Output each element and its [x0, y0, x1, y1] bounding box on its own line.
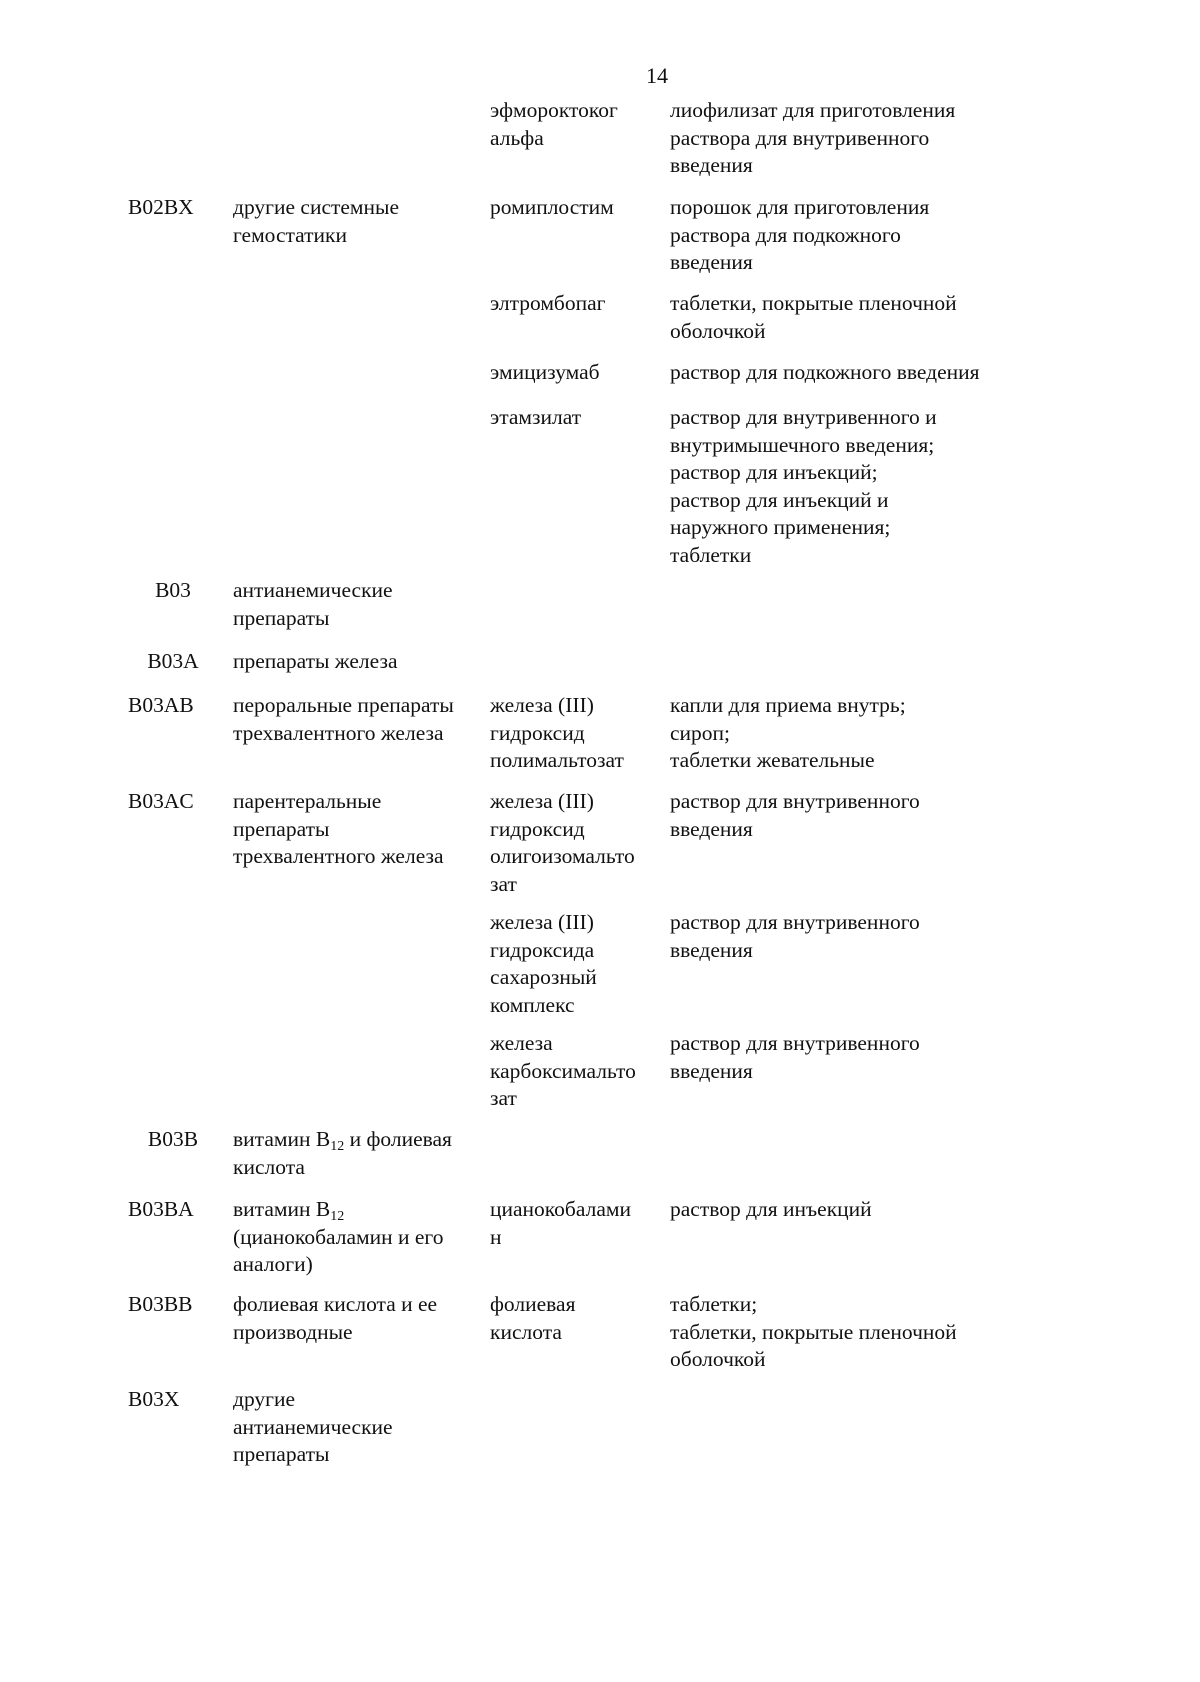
dosage-form-text: раствор для инъекций [670, 1197, 872, 1221]
group-name-text: другие системные [233, 195, 400, 219]
group-name-text: антианемические [233, 578, 393, 602]
drug-inn [490, 1196, 670, 1251]
dosage-form [670, 404, 1030, 569]
vitamin-subscript: 12 [330, 1209, 345, 1224]
group-name-text: другие [233, 1387, 296, 1411]
dosage-form-line [670, 1291, 1030, 1319]
dosage-form-line [670, 937, 1030, 965]
group-name-text: аналоги) [233, 1252, 313, 1276]
group-name [233, 194, 493, 249]
group-name-line [233, 1414, 493, 1442]
dosage-form-text: раствора для подкожного [670, 222, 901, 247]
dosage-form-line [670, 909, 1030, 937]
drug-inn [490, 788, 670, 898]
atc-code: B03BA [128, 1197, 194, 1221]
dosage-form-line [670, 542, 1030, 570]
dosage-form-text: таблетки, покрытые пленочной [670, 1319, 957, 1344]
dosage-form-line [670, 125, 1030, 153]
atc-code: B03AB [128, 693, 194, 717]
dosage-form-line [670, 692, 1030, 720]
dosage-form [670, 692, 1030, 775]
group-name-line [233, 816, 493, 844]
drug-inn-text: эмицизумаб [490, 360, 600, 384]
drug-inn-text: элтромбопаг [490, 291, 606, 315]
drug-inn-line [490, 747, 670, 775]
drug-inn-line [490, 871, 670, 899]
dosage-form-text: наружного применения; [670, 515, 891, 539]
group-name-line [233, 692, 493, 720]
dosage-form-line [670, 249, 1030, 277]
drug-inn-line [490, 816, 670, 844]
drug-inn-text: полимальтозат [490, 748, 624, 772]
group-name-line [233, 1291, 493, 1319]
group-name [233, 1291, 493, 1346]
drug-inn-text: н [490, 1224, 502, 1249]
atc-code: B02BX [128, 195, 194, 219]
group-name-text: витамин B [233, 1127, 331, 1151]
dosage-form-text: раствор для внутривенного и [670, 405, 937, 429]
drug-inn-line [490, 964, 670, 992]
drug-inn-line [490, 1319, 670, 1347]
dosage-form-text: введения [670, 153, 753, 177]
group-name-text: парентеральные [233, 789, 382, 813]
dosage-form-line [670, 816, 1030, 844]
group-name-line [233, 788, 493, 816]
dosage-form-line [670, 222, 1030, 250]
group-name [233, 788, 493, 871]
drug-inn-line [490, 909, 670, 937]
dosage-form-line [670, 194, 1030, 222]
drug-inn-line [490, 1058, 670, 1086]
group-name-line [233, 194, 493, 222]
drug-inn-text: железа (III) [490, 910, 594, 934]
atc-code: B03BB [128, 1292, 193, 1316]
drug-inn-line [490, 937, 670, 965]
dosage-form-text: раствор для внутривенного [670, 789, 920, 813]
group-name [233, 1196, 493, 1279]
group-name-line [233, 1126, 493, 1154]
dosage-form-text: раствор для подкожного введения [670, 360, 980, 384]
dosage-form-line [670, 1319, 1030, 1347]
dosage-form-line [670, 1196, 1030, 1224]
drug-inn-text: зат [490, 1086, 517, 1110]
drug-inn-line [490, 992, 670, 1020]
dosage-form-text: внутримышечного введения; [670, 432, 935, 457]
dosage-form-text: введения [670, 1058, 753, 1083]
dosage-form-line [670, 318, 1030, 346]
drug-inn [490, 909, 670, 1019]
dosage-form-line [670, 404, 1030, 432]
dosage-form-line [670, 432, 1030, 460]
drug-inn-line [490, 1291, 670, 1319]
drug-inn-line [490, 1085, 670, 1113]
dosage-form [670, 788, 1030, 843]
group-name-text: трехвалентного железа [233, 720, 444, 745]
group-name-line [233, 1319, 493, 1347]
atc-code: B03AC [128, 789, 194, 813]
dosage-form-text: раствор для инъекций; [670, 460, 878, 484]
dosage-form [670, 1196, 1030, 1224]
drug-inn-text: карбоксимальто [490, 1058, 636, 1083]
group-name-line [233, 720, 493, 748]
drug-inn-text: гидроксида [490, 937, 595, 962]
group-name-text: препараты [233, 605, 330, 630]
dosage-form-text: раствор для внутривенного [670, 910, 920, 934]
group-name-line [233, 605, 493, 633]
drug-inn-text: зат [490, 871, 517, 896]
dosage-form [670, 194, 1030, 277]
group-name-text: производные [233, 1319, 353, 1344]
group-name-line [233, 1386, 493, 1414]
drug-inn-text: этамзилат [490, 405, 582, 429]
dosage-form-text: таблетки, покрытые пленочной [670, 291, 957, 315]
dosage-form-text: раствор для внутривенного [670, 1031, 920, 1055]
dosage-form-text: введения [670, 937, 753, 962]
group-name-line [233, 843, 493, 871]
dosage-form-line [670, 359, 1030, 387]
dosage-form-line [670, 152, 1030, 180]
drug-inn-line [490, 359, 670, 387]
group-name [233, 1126, 493, 1181]
dosage-form-line [670, 1346, 1030, 1374]
dosage-form [670, 1030, 1030, 1085]
dosage-form-line [670, 97, 1030, 125]
drug-inn-line [490, 788, 670, 816]
drug-inn-line [490, 1196, 670, 1224]
drug-inn [490, 404, 670, 432]
drug-inn [490, 1030, 670, 1113]
drug-inn-line [490, 1030, 670, 1058]
drug-inn-text: комплекс [490, 992, 575, 1017]
dosage-form-text: лиофилизат для приготовления [670, 98, 956, 122]
group-name-text: гемостатики [233, 222, 348, 247]
dosage-form-text: оболочкой [670, 318, 766, 343]
group-name-line [233, 1441, 493, 1469]
drug-inn-text: эфмороктоког [490, 98, 618, 122]
drug-inn-text: гидроксид [490, 720, 585, 745]
dosage-form [670, 359, 1030, 387]
vitamin-subscript: 12 [330, 1139, 345, 1154]
drug-inn [490, 1291, 670, 1346]
group-name [233, 1386, 493, 1469]
group-name-text: трехвалентного железа [233, 844, 444, 868]
drug-inn-line [490, 97, 670, 125]
drug-inn-line [490, 404, 670, 432]
dosage-form-line [670, 290, 1030, 318]
group-name-text: фолиевая кислота и ее [233, 1292, 438, 1316]
drug-inn-text: кислота [490, 1319, 562, 1344]
group-name-line [233, 1251, 493, 1279]
dosage-form [670, 1291, 1030, 1374]
dosage-form-text: введения [670, 250, 753, 274]
drug-inn-line [490, 843, 670, 871]
dosage-form-line [670, 720, 1030, 748]
atc-code: B03B [147, 1127, 199, 1151]
atc-code: B03X [128, 1387, 180, 1411]
drug-inn-line [490, 720, 670, 748]
drug-inn-text: цианокобалами [490, 1197, 631, 1221]
drug-inn [490, 194, 670, 222]
group-name-text: препараты [233, 1442, 330, 1466]
group-name-text: антианемические [233, 1414, 393, 1439]
dosage-form-text: сироп; [670, 720, 731, 745]
group-name-line [233, 1154, 493, 1182]
group-name-suffix: и фолиевая [344, 1127, 452, 1151]
dosage-form-text: раствор для инъекций и [670, 487, 889, 512]
drug-inn-text: железа [490, 1031, 553, 1055]
dosage-form-line [670, 747, 1030, 775]
dosage-form-text: капли для приема внутрь; [670, 693, 906, 717]
drug-inn [490, 290, 670, 318]
drug-inn-text: фолиевая [490, 1292, 576, 1316]
group-name-text: кислота [233, 1154, 305, 1179]
dosage-form-text: порошок для приготовления [670, 195, 930, 219]
drug-inn-text: сахарозный [490, 965, 597, 989]
drug-inn-text: альфа [490, 125, 544, 150]
dosage-form-text: оболочкой [670, 1347, 766, 1371]
drug-inn [490, 692, 670, 775]
drug-inn-text: гидроксид [490, 816, 585, 841]
dosage-form-line [670, 788, 1030, 816]
dosage-form [670, 290, 1030, 345]
group-name [233, 648, 493, 676]
dosage-form-text: таблетки жевательные [670, 748, 875, 772]
dosage-form [670, 909, 1030, 964]
drug-inn-line [490, 125, 670, 153]
group-name-line [233, 577, 493, 605]
dosage-form-line [670, 459, 1030, 487]
group-name-line [233, 1196, 493, 1224]
drug-inn-text: железа (III) [490, 693, 594, 717]
group-name-line [233, 1224, 493, 1252]
group-name-line [233, 648, 493, 676]
drug-inn-text: железа (III) [490, 789, 594, 813]
atc-code: B03 [155, 578, 191, 602]
dosage-form-line [670, 514, 1030, 542]
dosage-form-text: введения [670, 816, 753, 841]
drug-inn-line [490, 194, 670, 222]
drug-inn-text: ромиплостим [490, 195, 614, 219]
drug-inn-line [490, 1224, 670, 1252]
group-name-text: пероральные препараты [233, 693, 454, 717]
atc-code: B03A [147, 649, 199, 673]
dosage-form-text: раствора для внутривенного [670, 125, 930, 150]
drug-inn-line [490, 290, 670, 318]
group-name-line [233, 222, 493, 250]
drug-inn [490, 359, 670, 387]
group-name-text: (цианокобаламин и его [233, 1224, 444, 1249]
dosage-form [670, 97, 1030, 180]
group-name [233, 692, 493, 747]
dosage-form-text: таблетки [670, 542, 752, 567]
group-name-text: витамин B [233, 1197, 331, 1221]
drug-inn [490, 97, 670, 152]
drug-inn-line [490, 692, 670, 720]
dosage-form-text: таблетки; [670, 1292, 758, 1316]
group-name-text: препараты железа [233, 649, 398, 673]
dosage-form-line [670, 487, 1030, 515]
group-name [233, 577, 493, 632]
dosage-form-line [670, 1030, 1030, 1058]
page-number: 14 [646, 63, 668, 88]
group-name-text: препараты [233, 816, 330, 841]
drug-inn-text: олигоизомальто [490, 844, 635, 868]
dosage-form-line [670, 1058, 1030, 1086]
